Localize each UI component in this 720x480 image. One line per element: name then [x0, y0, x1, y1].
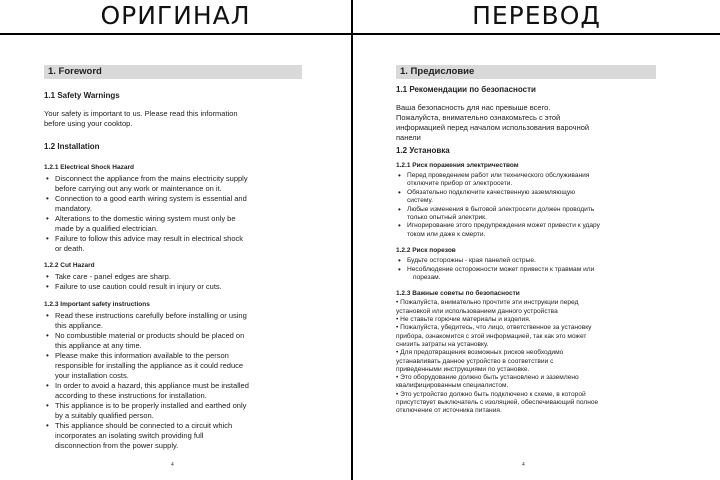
list-item: • Игнорирование этого предупреждения может привести к удару током или даже к смерти. — [407, 222, 656, 239]
translation-install-title: 1.2 Установка — [396, 146, 450, 155]
original-safety-text — [44, 109, 302, 129]
list-item: • Это оборудование должно быть установлено и заземлено квалифицированным специалистом. — [396, 374, 579, 390]
translation-cut-list — [396, 257, 656, 282]
list-item: • Это устройство должно быть подключено к схеме, в которой присутствует выключатель с изоляцией, обеспечивающий полное отключение от источника питания. — [396, 390, 599, 415]
list-item: • Failure to follow this advice may result in electrical shock or death. — [55, 234, 302, 254]
list-item: • Failure to use caution could result in injury or cuts. — [55, 282, 302, 292]
list-item: • Connection to a good earth wiring system is essential and mandatory. — [55, 194, 302, 214]
translation-important-title: 1.2.3 Важные советы по безопасности — [396, 290, 520, 298]
center-divider — [351, 0, 353, 480]
original-shock-list — [44, 174, 302, 254]
list-item: • This appliance should be connected to a circuit which incorporates an isolating switch providing full disconnection from the power supply. — [55, 421, 302, 451]
translation-header: ПЕРЕВОД — [472, 1, 601, 30]
original-page — [44, 36, 302, 480]
list-item: • Пожалуйста, убедитесь, что лицо, ответственное за установку прибора, ознакомится с этой информацией, так как это может снизить затраты на установку. — [396, 324, 592, 348]
original-important-title: 1.2.3 Important safety instructions — [44, 301, 150, 308]
list-item: • Обязательно подключите качественную заземляющую систему. — [407, 189, 656, 206]
list-item: • Перед проведением работ или технического обслуживания отключите прибор от электросети. — [407, 172, 656, 189]
list-item: • Please make this information available to the person responsible for installing the appliance as it could reduce your installation costs. — [55, 351, 302, 381]
list-item: • Read these instructions carefully before installing or using this appliance. — [55, 311, 302, 331]
translation-cut-title: 1.2.2 Риск порезов — [396, 247, 456, 255]
original-cut-title: 1.2.2 Cut Hazard — [44, 262, 95, 269]
list-item: • Не ставьте горючие материалы и изделия. — [396, 316, 531, 324]
original-safety-title: 1.1 Safety Warnings — [44, 91, 120, 100]
list-item: • Take care - panel edges are sharp. — [55, 272, 302, 282]
text-line: панели — [396, 133, 421, 142]
list-item: • Disconnect the appliance from the mains electricity supply before carrying out any work or maintenance on it. — [55, 174, 302, 194]
text-line: Ваша безопасность для нас превыше всего. — [396, 103, 551, 112]
translation-shock-list — [396, 172, 656, 239]
original-install-title: 1.2 Installation — [44, 142, 100, 151]
list-item: • Пожалуйста, внимательно прочтите эти инструкции перед установкой или использованием данного устройства — [396, 299, 579, 315]
list-item: • Для предотвращения возможных рисков необходимо устанавливать данное устройство в соответствии с приведенными инструкциями по установке. — [396, 349, 564, 373]
translation-page-number: 4 — [522, 462, 525, 468]
translation-page — [396, 36, 656, 480]
list-item: • In order to avoid a hazard, this appliance must be installed according to these instructions for installation. — [55, 381, 302, 401]
list-item: • Будьте осторожны - края панелей острые. — [407, 257, 656, 265]
text-line: before using your cooktop. — [44, 119, 133, 128]
original-shock-title: 1.2.1 Electrical Shock Hazard — [44, 164, 134, 171]
text-line: Your safety is important to us. Please read this information — [44, 109, 238, 118]
original-cut-list — [44, 272, 302, 292]
translation-important-list — [396, 299, 656, 415]
translation-safety-title: 1.1 Рекомендации по безопасности — [396, 85, 536, 94]
list-item: • Несоблюдение осторожности может привести к травмам или порезам. — [407, 266, 656, 283]
header-divider — [0, 33, 720, 35]
list-item: • Любые изменения в бытовой электросети должен проводить только опытный электрик. — [407, 206, 656, 223]
text-line: информацией перед началом использования варочной — [396, 123, 590, 132]
list-item: • Alterations to the domestic wiring system must only be made by a qualified electrician. — [55, 214, 302, 234]
original-section-heading: 1. Foreword — [44, 65, 302, 79]
original-header: ОРИГИНАЛ — [100, 1, 251, 30]
text-line: Пожалуйста, внимательно ознакомьтесь с этой — [396, 113, 561, 122]
list-item: • This appliance is to be properly installed and earthed only by a suitably qualified person. — [55, 401, 302, 421]
original-page-number: 4 — [171, 462, 174, 468]
translation-safety-text — [396, 103, 656, 143]
translation-shock-title: 1.2.1 Риск поражения электричеством — [396, 162, 519, 169]
list-item: • No combustible material or products should be placed on this appliance at any time. — [55, 331, 302, 351]
translation-section-heading: 1. Предисловие — [396, 65, 656, 79]
original-important-list — [44, 311, 302, 451]
